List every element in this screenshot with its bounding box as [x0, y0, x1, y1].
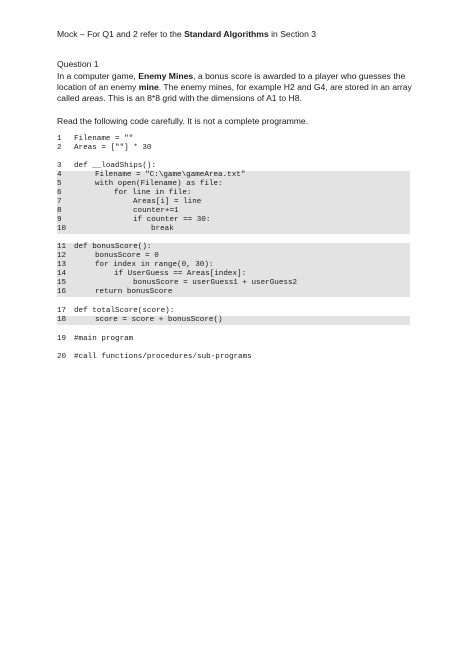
code-text: if counter == 30:	[133, 216, 211, 224]
code-line-5	[57, 180, 410, 189]
code-text: return bonusScore	[95, 288, 173, 296]
line-number: 9	[57, 216, 62, 224]
code-line-3	[57, 162, 410, 171]
line-number: 4	[57, 171, 62, 179]
line-number: 8	[57, 207, 62, 215]
line-number: 12	[57, 252, 67, 260]
code-text: for line in file:	[114, 189, 192, 197]
line-number: 11	[57, 243, 67, 251]
code-line-17	[57, 307, 410, 316]
header-text-bold: Standard Algorithms	[184, 29, 269, 39]
line-number: 17	[57, 307, 67, 315]
code-line-8	[57, 207, 410, 216]
code-text: counter+=1	[133, 207, 179, 215]
line-number: 7	[57, 198, 62, 206]
code-text: def totalScore(score):	[74, 307, 175, 315]
code-text: def bonusScore():	[74, 243, 152, 251]
question-text-1: In a computer game,	[57, 71, 139, 81]
code-text: def __loadShips():	[74, 162, 157, 170]
code-text: Filename = "C:\game\gameArea.txt"	[95, 171, 246, 179]
mine-word: mine	[138, 82, 159, 92]
code-line-2	[57, 144, 410, 153]
code-line-1	[57, 135, 410, 144]
line-number: 15	[57, 279, 67, 287]
code-text: break	[151, 225, 174, 233]
question-text-3: , a bonus score is awarded to a player who guesses the location of an enemy	[57, 71, 406, 92]
code-line-4	[57, 171, 410, 180]
code-text: with open(Filename) as file:	[95, 180, 223, 188]
code-text: for index in range(0, 30):	[95, 261, 214, 269]
code-line-10	[57, 225, 410, 234]
line-number: 19	[57, 335, 67, 343]
code-text: Filename = ""	[74, 135, 134, 143]
areas-word: areas	[81, 93, 104, 103]
code-line-12	[57, 252, 410, 261]
code-text: #call functions/procedures/sub-programs	[74, 353, 252, 361]
code-text: if UserGuess == Areas[index]:	[114, 270, 247, 278]
code-line-18	[57, 316, 410, 325]
code-line-11	[57, 243, 410, 252]
code-line-20	[57, 353, 410, 362]
code-line-16	[57, 288, 410, 297]
line-number: 16	[57, 288, 67, 296]
code-line-6	[57, 189, 410, 198]
code-text: Areas[i] = line	[133, 198, 202, 206]
question-paragraph	[57, 71, 427, 104]
line-number: 13	[57, 261, 67, 269]
game-name: Enemy Mines	[138, 71, 194, 81]
question-title: Question 1	[57, 59, 99, 69]
code-line-13	[57, 261, 410, 270]
code-text: score = score + bonusScore()	[95, 316, 223, 324]
line-number: 5	[57, 180, 62, 188]
line-number: 14	[57, 270, 67, 278]
line-number: 1	[57, 135, 62, 143]
code-line-15	[57, 279, 410, 288]
code-text: Areas = [""] * 30	[74, 144, 152, 152]
line-number: 18	[57, 316, 67, 324]
line-number: 6	[57, 189, 62, 197]
code-line-19	[57, 335, 410, 344]
question-text-7: . This is an 8*8 grid with the dimensions of A1 to H8.	[103, 93, 302, 103]
page-header	[57, 29, 316, 39]
code-text: bonusScore = 0	[95, 252, 159, 260]
line-number: 2	[57, 144, 62, 152]
code-line-9	[57, 216, 410, 225]
instruction-text: Read the following code carefully. It is not a complete programme.	[57, 116, 309, 126]
header-text-post: in Section 3	[268, 29, 317, 39]
code-line-7	[57, 198, 410, 207]
line-number: 3	[57, 162, 62, 170]
code-text: bonusScore = userGuess1 + userGuess2	[133, 279, 298, 287]
code-text: #main program	[74, 335, 134, 343]
line-number: 20	[57, 353, 67, 361]
header-text-pre: Mock – For Q1 and 2 refer to the	[57, 29, 185, 39]
question-text-5: . The enemy mines, for example H2 and G4, are stored in an array called	[57, 82, 412, 103]
code-line-14	[57, 270, 410, 279]
line-number: 10	[57, 225, 67, 233]
